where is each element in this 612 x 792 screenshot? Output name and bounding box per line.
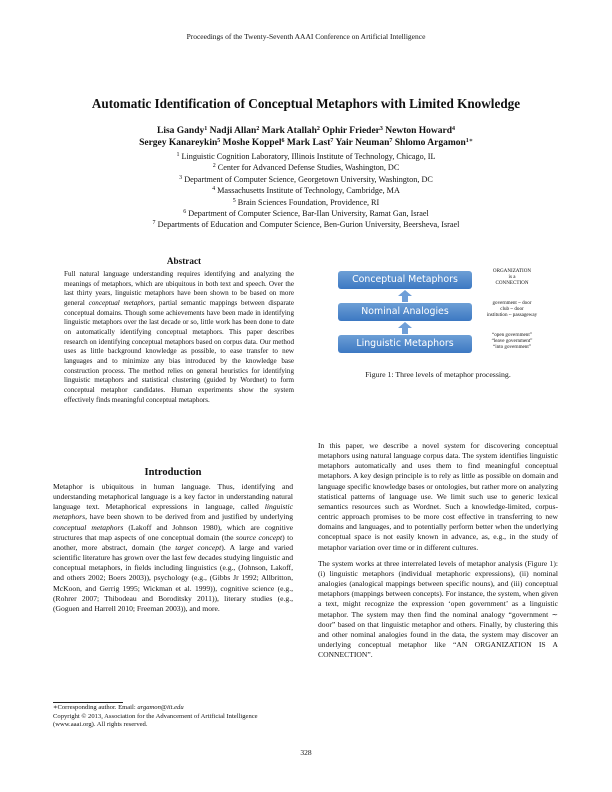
paragraph: The system works at three interrelated levels of metaphor analysis (Figure 1): (i) linguistic metaphors (individual metaphoric expressions), (ii) nominal analogies (analogical mappings between specific nouns), and (iii) conceptual metaphors (mappings between concepts). For instance, the system, when given a text, might recognize the expression ‘open government’ as a linguistic metaphor. The system may then find the nominal analogy “government ∼ door” based on that linguistic metaphor and others. Finally, by clustering this and other nominal analogies found in the data, the system may discover an underlying conceptual metaphor like “AN ORGANIZATION IS A CONNECTION”.	[318, 558, 558, 660]
author-sup: 7	[389, 138, 393, 144]
footnote-rule	[53, 702, 123, 703]
level-box-conceptual: Conceptual Metaphors	[338, 271, 472, 289]
level-box-nominal: Nominal Analogies	[338, 303, 472, 321]
affiliation-text: Linguistic Cognition Laboratory, Illinois Institute of Technology, Chicago, IL	[181, 152, 436, 161]
emphasis: linguistic metaphors	[53, 502, 293, 522]
emphasis: source concept	[236, 532, 283, 542]
abstract-text: , partial semantic mappings between disparate conceptual domains. Though some achievements have been made in identifying linguistic metaphors over the last decade or so, little work has been done to date on automatically identifying conceptual metaphors. This paper describes research on identifying conceptual metaphors based on corpus data. Our method uses as little background knowledge as possible, to ease transfer to new languages and to minimize any bias introduced by the knowledge base construction process. The method relies on general heuristics for identifying linguistic metaphors and statistical clustering (guided by Wordnet) to form conceptual metaphor candidates. Human experiments show the system effectively finds meaningful conceptual metaphors.	[64, 298, 294, 404]
author-name: Nadji Allan	[209, 126, 257, 136]
author-sup: 3	[379, 126, 383, 132]
abstract-emphasis: conceptual metaphors	[88, 298, 154, 307]
level-box-linguistic: Linguistic Metaphors	[338, 335, 472, 353]
page-number: 328	[300, 748, 312, 757]
body-text: , have been shown to be derived from and justified by underlying	[85, 512, 293, 522]
affiliation	[40, 151, 572, 162]
author-name: Newton Howard	[385, 126, 453, 136]
right-column-body	[318, 441, 558, 660]
author-name: Mark Last	[286, 138, 331, 148]
affiliation-text: Brain Sciences Foundation, Providence, RI	[237, 197, 380, 207]
abstract-body	[64, 270, 294, 405]
author-sup: 6	[281, 138, 285, 144]
footnote-label: ∗Corresponding author. Email:	[53, 704, 138, 711]
annotation-line: institution ~ passageway	[486, 312, 538, 319]
up-arrow-icon	[398, 322, 412, 334]
author-name: Sergey Kanareykin	[139, 138, 218, 148]
annotation-linguistic	[479, 332, 545, 350]
footnote	[53, 704, 293, 730]
affiliation-text: Massachusetts Institute of Technology, Cambridge, MA	[217, 186, 400, 196]
author-sup: 1	[204, 126, 208, 132]
affiliation	[40, 162, 572, 173]
annotation-line: is a	[508, 274, 516, 281]
annotation-line: “into government”	[492, 344, 532, 351]
author-sup: 1∗	[465, 138, 473, 144]
figure-metaphor-levels	[338, 265, 548, 365]
annotation-conceptual	[479, 268, 545, 286]
body-text: (Lakoff and Johnson 1980), which are cognitive structures that map aspects of one conceptual domain (the	[53, 522, 294, 542]
paper-title: Automatic Identification of Conceptual Metaphors with Limited Knowledge	[91, 96, 521, 111]
author-name: Ophir Frieder	[322, 126, 380, 136]
copyright-notice: Copyright © 2013, Association for the Advancement of Artificial Intelligence (www.aaai.org). All rights reserved.	[53, 712, 258, 729]
affiliation-num: 1	[176, 152, 180, 158]
author-list	[40, 125, 572, 149]
annotation-nominal	[479, 300, 545, 318]
affiliation-num: 5	[232, 197, 236, 204]
introduction-body	[53, 482, 293, 614]
affiliation	[40, 219, 572, 230]
annotation-line: “leave government”	[491, 338, 533, 345]
affiliation	[40, 174, 572, 185]
abstract-text: Full natural language understanding requires identifying and analyzing the meanings of metaphors, which are ubiquitous in both text and speech. Over the last thirty years, linguistic metaphors have been shown to be based on more general	[64, 270, 294, 307]
affiliation	[40, 197, 572, 208]
author-sup: 2	[256, 126, 260, 132]
affiliation-list	[40, 151, 572, 231]
figure-caption: Figure 1: Three levels of metaphor processing.	[365, 370, 511, 379]
author-line-1	[40, 125, 572, 137]
annotation-line: “open government”	[491, 332, 533, 338]
author-name: Mark Atallah	[261, 126, 317, 136]
author-name: Moshe Koppel	[222, 138, 282, 148]
emphasis: target concept	[175, 542, 222, 552]
paragraph: In this paper, we describe a novel system for discovering conceptual metaphors using natural language corpus data. The system identifies linguistic metaphors automatically and uses them to find meaningful conceptual metaphors. A key design principle is to rely as little as possible on domain and language specific knowledge bases or ontologies, but rather more on analyzing statistical patterns of language use. We limit such use to generic lexical semantics resources such as Wordnet. Such a knowledge-limited, corpus-centric approach promises to be more cost effective in transferring to new domains and languages, and to potentially perform better when the underlying conceptual space is not easily known in advance, as, e.g., in the study of metaphor variation over time or in different cultures.	[318, 441, 558, 552]
author-name: Shlomo Argamon	[394, 138, 466, 148]
annotation-line: government ~ door	[492, 300, 532, 306]
author-line-2	[40, 137, 572, 149]
corresponding-author	[53, 704, 293, 713]
author-sup: 2	[316, 126, 320, 132]
affiliation-num: 4	[212, 186, 216, 193]
author-name: Lisa Gandy	[156, 126, 205, 136]
affiliation	[40, 185, 572, 196]
author-sup: 5	[217, 138, 221, 144]
affiliation-text: Center for Advanced Defense Studies, Washington, DC	[217, 163, 400, 173]
abstract-heading: Abstract	[166, 256, 202, 266]
affiliation-num: 3	[179, 174, 183, 181]
affiliation-num: 7	[152, 220, 156, 227]
emphasis: conceptual metaphors	[53, 522, 124, 532]
author-sup: 7	[330, 138, 334, 144]
author-sup: 4	[452, 126, 456, 132]
affiliation-text: Department of Computer Science, Bar-Ilan University, Ramat Gan, Israel	[188, 209, 429, 219]
affiliation	[40, 208, 572, 219]
up-arrow-icon	[398, 290, 412, 302]
author-name: Yair Neuman	[335, 138, 390, 148]
annotation-line: ORGANIZATION	[492, 268, 532, 274]
affiliation-text: Departments of Education and Computer Science, Ben-Gurion University, Beersheva, Israel	[157, 220, 460, 230]
annotation-line: CONNECTION	[495, 280, 529, 287]
author-email: argamon@iit.edu	[137, 704, 184, 711]
affiliation-num: 2	[212, 163, 216, 170]
body-text: ). A large and varied scientific literature has grown over the last few decades studying linguistic and conceptual metaphors, in fields including linguistics (e.g., (Johnson, Lakoff, and others 2002; Boers 2003)), psychology (e.g., (Gibbs Jr 1992; Allbritton, McKoon, and Gerrig 1995; Wickman et al. 1999)), cognitive science (e.g., (Rohrer 2007; Thibodeau and Boroditsky 2011)), literary studies (e.g., (Goguen and Harrell 2010; Freeman 2003)), and more.	[53, 542, 293, 613]
proceedings-header: Proceedings of the Twenty-Seventh AAAI Conference on Artificial Intelligence	[186, 32, 426, 41]
introduction-heading: Introduction	[144, 467, 202, 478]
affiliation-num: 6	[183, 209, 187, 216]
affiliation-text: Department of Computer Science, Georgetown University, Washington, DC	[184, 174, 433, 184]
body-text: ) to another, more abstract, domain (the	[53, 532, 293, 552]
body-text: Metaphor is ubiquitous in human language. Thus, identifying and understanding metaphorical language is a key factor in understanding natural language text. Metaphorical expressions in language, called	[53, 482, 293, 512]
annotation-line: club ~ door	[500, 306, 524, 313]
